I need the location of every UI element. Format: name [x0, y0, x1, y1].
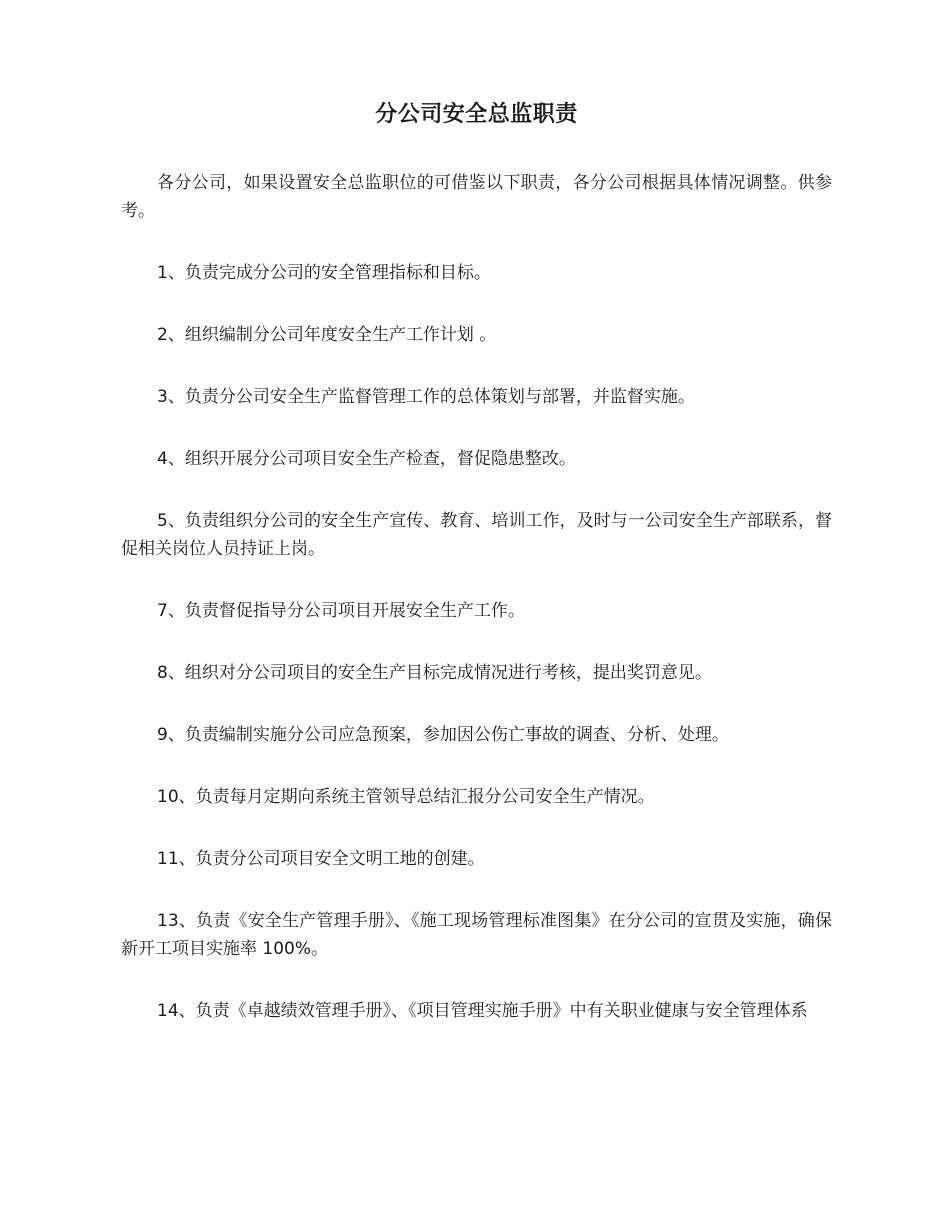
duty-item-13: 13、负责《安全生产管理手册》、《施工现场管理标准图集》在分公司的宣贯及实施，确保新开工项目实施率 100%。	[121, 911, 832, 959]
document-title: 分公司安全总监职责	[375, 102, 578, 127]
duty-item-8: 8、组织对分公司项目的安全生产目标完成情况进行考核，提出奖罚意见。	[157, 663, 712, 683]
duty-item-10: 10、负责每月定期向系统主管领导总结汇报分公司安全生产情况。	[157, 787, 655, 807]
duty-item-5: 5、负责组织分公司的安全生产宣传、教育、培训工作，及时与一公司安全生产部联系，督促相关岗位人员持证上岗。	[121, 511, 832, 559]
duty-item-11: 11、负责分公司项目安全文明工地的创建。	[157, 849, 485, 869]
duty-item-9: 9、负责编制实施分公司应急预案，参加因公伤亡事故的调查、分析、处理。	[157, 725, 729, 745]
intro-paragraph: 各分公司，如果设置安全总监职位的可借鉴以下职责，各分公司根据具体情况调整。供参考。	[121, 173, 832, 221]
duty-item-7: 7、负责督促指导分公司项目开展安全生产工作。	[157, 601, 525, 621]
duty-item-4: 4、组织开展分公司项目安全生产检查，督促隐患整改。	[157, 449, 576, 469]
duty-item-14: 14、负责《卓越绩效管理手册》、《项目管理实施手册》中有关职业健康与安全管理体系	[157, 1001, 808, 1021]
duty-item-1: 1、负责完成分公司的安全管理指标和目标。	[157, 263, 491, 283]
duty-item-3: 3、负责分公司安全生产监督管理工作的总体策划与部署，并监督实施。	[157, 387, 695, 407]
duty-item-2: 2、组织编制分公司年度安全生产工作计划 。	[157, 325, 497, 345]
document-page	[0, 100, 950, 1229]
